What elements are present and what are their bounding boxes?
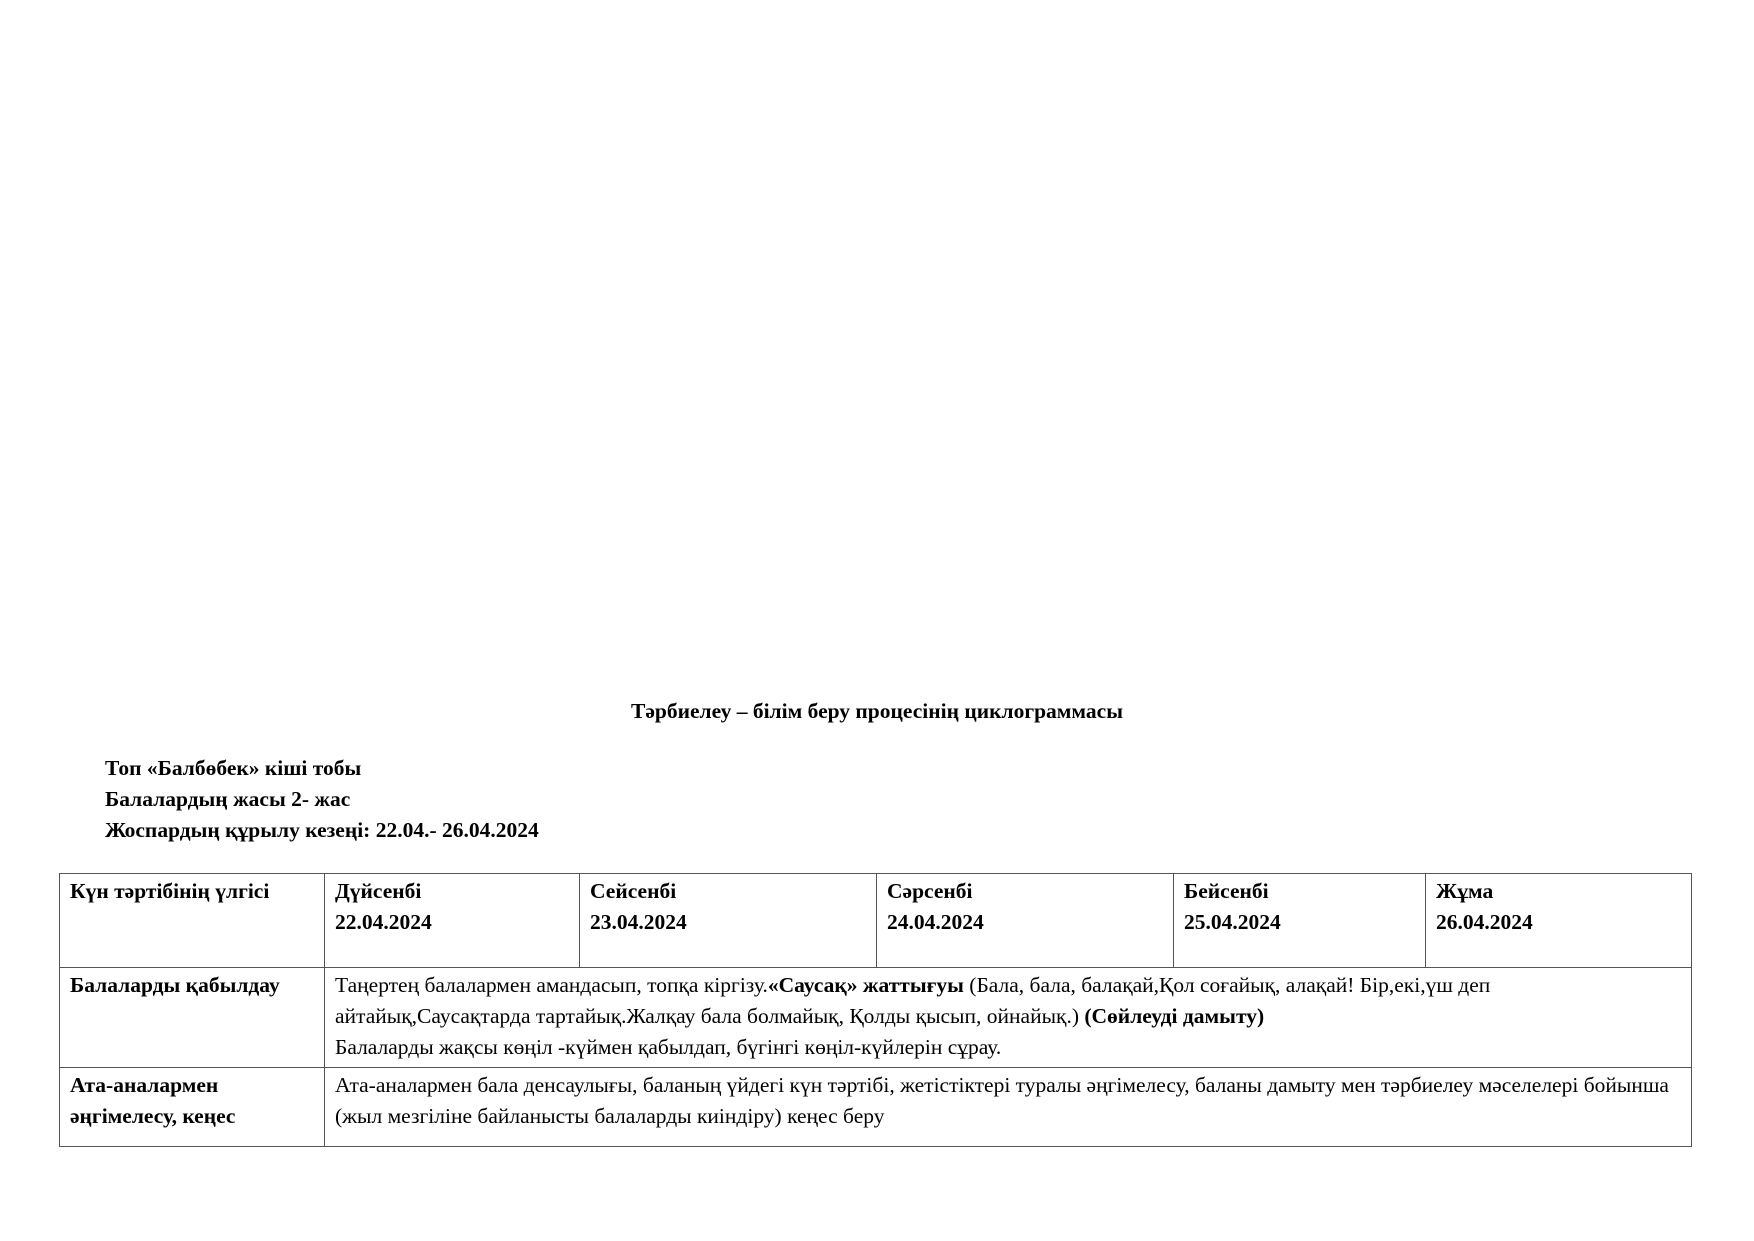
day-date: 25.04.2024 [1184,910,1281,934]
content-text: (Бала, бала, балақай,Қол соғайық, алақай! Бір,екі,үш деп айтайық,Саусақтарда тартайық.Жалқау бала болмайық, Қолды қысып, ойнайық.) [335,973,1491,1028]
day-date: 23.04.2024 [590,910,687,934]
header-schedule-cell: Күн тәртібінің үлгісі [60,874,325,968]
age-line: Балалардың жасы 2- жас [105,787,351,811]
day-date: 24.04.2024 [887,910,984,934]
document-title: Тәрбиелеу – білім беру процесінің циклограммасы [630,699,1124,723]
header-day-tuesday [580,874,877,968]
row-content-reception [325,968,1692,1068]
table-row [60,968,1692,1068]
day-name: Дүйсенбі [335,879,422,903]
header-day-thursday [1174,874,1426,968]
content-text: Балаларды жақсы көңіл -күймен қабылдап, бүгінгі көңіл-күйлерін сұрау. [335,1035,1002,1059]
group-line: Топ «Балбөбек» кіші тобы [105,756,362,780]
content-bold-text: «Саусақ» жаттығуы [767,973,964,997]
day-name: Сейсенбі [590,879,677,903]
row-content-parents: Ата-аналармен бала денсаулығы, баланың үйдегі күн тәртібі, жетістіктері туралы әңгімелесу, баланы дамыту мен тәрбиелеу мәселелері бойынша (жыл мезгіліне байланысты балаларды киіндіру) кеңес беру [325,1068,1692,1147]
document-meta [105,753,539,846]
day-name: Жұма [1436,879,1494,903]
header-day-wednesday [877,874,1174,968]
day-name: Сәрсенбі [887,879,973,903]
header-day-friday [1426,874,1692,968]
day-date: 26.04.2024 [1436,910,1533,934]
row-label-reception: Балаларды қабылдау [60,968,325,1068]
row-label-parents: Ата-аналармен әңгімелесу, кеңес [60,1068,325,1147]
table-header-row [60,874,1692,968]
day-date: 22.04.2024 [335,910,432,934]
cyclogram-table [59,873,1692,1147]
table-row [60,1068,1692,1147]
day-name: Бейсенбі [1184,879,1269,903]
content-text: Таңертең балалармен амандасып, топқа кіргізу. [335,973,768,997]
period-line: Жоспардың құрылу кезеңі: 22.04.- 26.04.2024 [105,818,539,842]
header-day-monday [325,874,580,968]
content-bold-text: (Сөйлеуді дамыту) [1084,1004,1265,1028]
